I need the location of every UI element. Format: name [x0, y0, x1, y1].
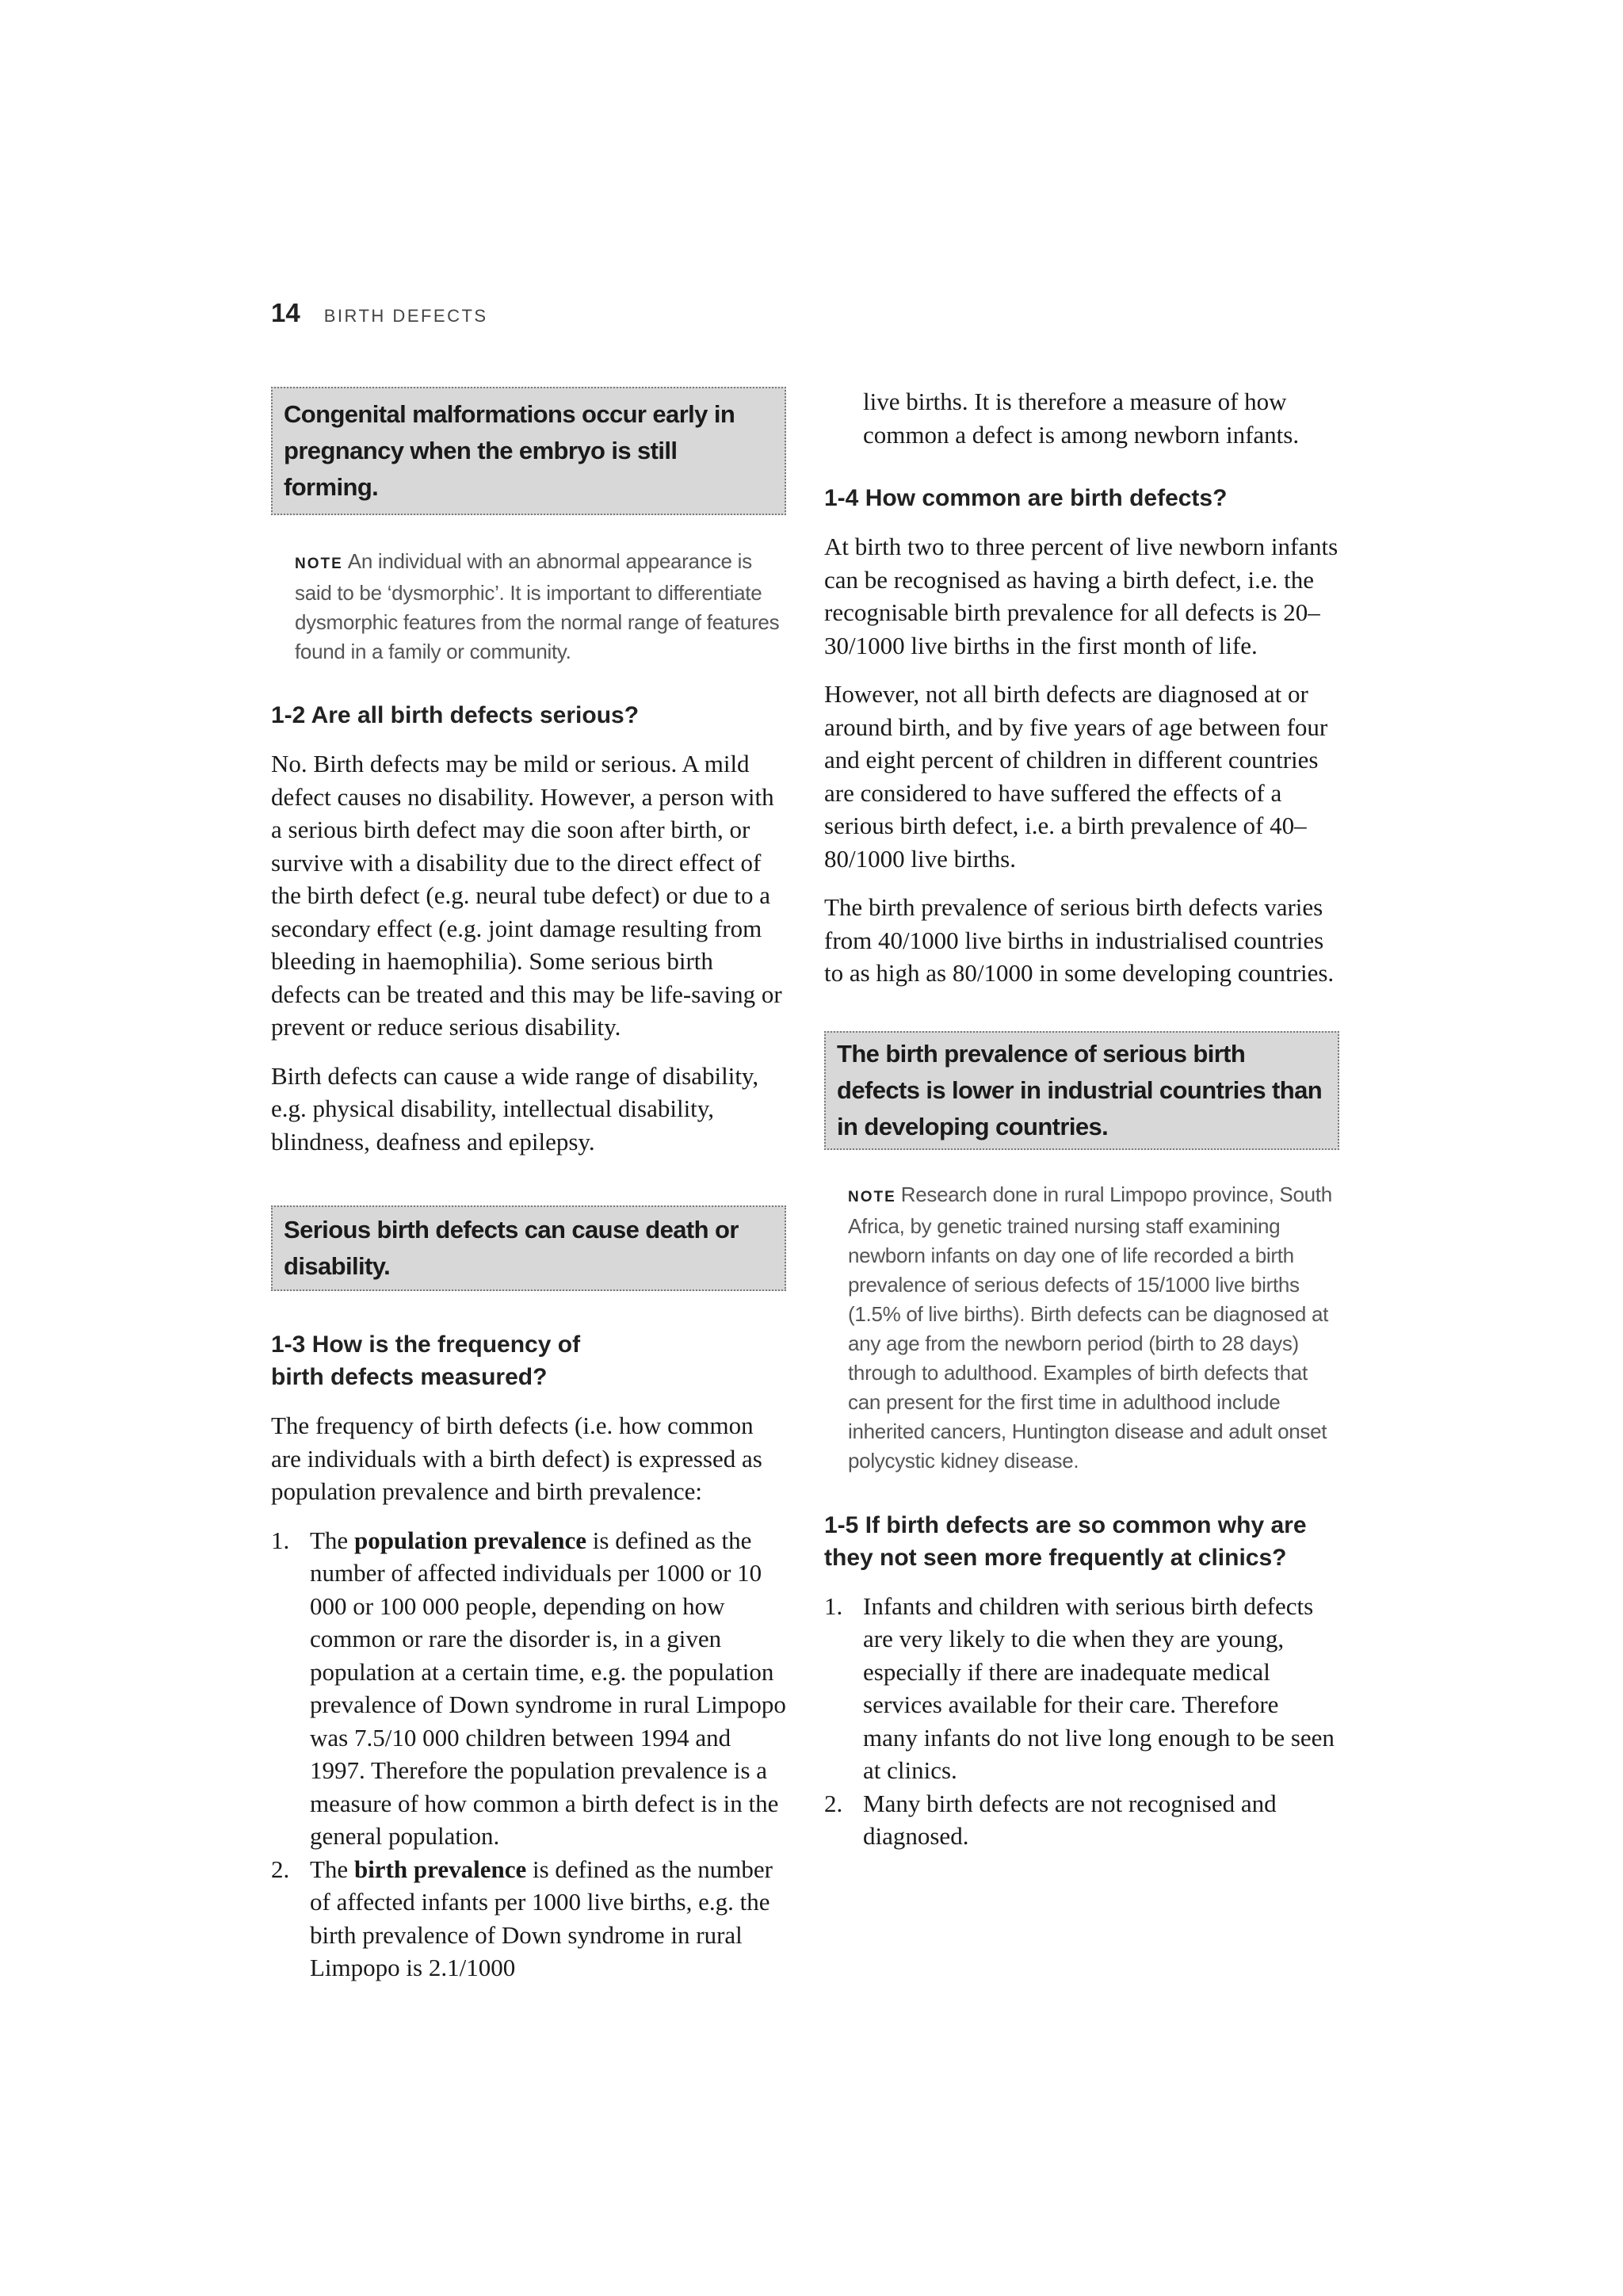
heading-1-3 [271, 1328, 786, 1393]
paragraph-not-diagnosed: However, not all birth defects are diagnosed at or around birth, and by five years of age between four and eight percent of children in different countries are considered to have suffered the effects of a serious birth defect, i.e. a birth prevalence of 40–80/1000 live births. [824, 680, 1328, 873]
paragraph-range-of-disability: Birth defects can cause a wide range of disability, e.g. physical disability, intellectual disability, blindness, deafness and epilepsy. [271, 1061, 759, 1156]
list-item-birth-prevalence [271, 1853, 786, 1985]
callout-congenital-malformations: Congenital malformations occur early in pregnancy when the embryo is still forming. [271, 387, 786, 515]
callout-industrial-vs-developing: The birth prevalence of serious birth defects is lower in industrial countries than in developing countries. [824, 1031, 1339, 1150]
list-number: 1. [824, 1591, 843, 1620]
paragraph-serious-prevalence: The birth prevalence of serious birth defects varies from 40/1000 live births in industrialised countries to as high as 80/1000 in some developing countries. [824, 893, 1335, 987]
note-text: Research done in rural Limpopo province, South Africa, by genetic trained nursing staff examining newborn infants on day one of life recorded a birth prevalence of serious defects of 15/1000 live births (1.5% of live births). Birth defects can be diagnosed at any age from the newborn period (birth to 28 days) through to adulthood. Examples of birth defects that can present for the first time in adulthood include inherited cancers, Huntington disease and adult onset polycystic kidney disease. [848, 1182, 1332, 1473]
paragraph-frequency: The frequency of birth defects (i.e. how common are individuals with a birth defect) is expressed as population prevalence and birth prevalence: [271, 1412, 762, 1505]
heading-1-4: 1-4 How common are birth defects? [824, 485, 1228, 511]
list-item-die-young [824, 1590, 1339, 1787]
list-item-text: The [310, 1526, 349, 1554]
heading-1-2: 1-2 Are all birth defects serious? [271, 702, 640, 728]
heading-1-3-line1: 1-3 How is the frequency of [271, 1331, 581, 1358]
callout-death-or-disability: Serious birth defects can cause death or disability. [271, 1205, 786, 1291]
term-population-prevalence: population prevalence [353, 1526, 587, 1554]
prevalence-list [271, 1524, 786, 1985]
paragraph-birth-prevalence-continued: live births. It is therefore a measure of how common a defect is among newborn infants. [863, 388, 1300, 449]
left-column [271, 387, 786, 1985]
list-item-text: Infants and children with serious birth defects are very likely to die when they are young, especially if there are inadequate medical services available for their care. Therefore many infants do not live long enough to be seen at clinics. [863, 1591, 1335, 1784]
paragraph-serious-or-mild: No. Birth defects may be mild or serious. A mild defect causes no disability. However, a person with a serious birth defect may die soon after birth, or survive with a disability due to the direct effect of the birth defect (e.g. neural tube defect) or due to a secondary effect (e.g. joint damage resulting from bleeding in haemophilia). Some serious birth defects can be treated and this may be life-saving or prevent or reduce serious disability. [271, 750, 782, 1041]
list-item-text: Many birth defects are not recognised and diagnosed. [863, 1789, 1277, 1850]
heading-1-5-line2: they not seen more frequently at clinics? [824, 1544, 1287, 1571]
note-limpopo-research [848, 1180, 1339, 1476]
running-header [271, 298, 488, 333]
running-title: BIRTH DEFECTS [323, 306, 488, 326]
heading-1-3-line2: birth defects measured? [271, 1364, 548, 1390]
paragraph-at-birth: At birth two to three percent of live newborn infants can be recognised as having a birth defect, i.e. the recognisable birth prevalence for all defects is 20–30/1000 live births in the first month of life. [824, 533, 1338, 659]
list-item-text: The [310, 1855, 349, 1883]
right-column [824, 385, 1339, 1853]
list-item-text: is defined as the number of affected individuals per 1000 or 10 000 or 100 000 people, depending on how common or rare the disorder is, in a given population at a certain time, e.g. the population prevalence of Down syndrome in rural Limpopo was 7.5/10 000 children between 1994 and 1997. Therefore the population prevalence is a measure of how common a birth defect is in the general population. [310, 1526, 786, 1850]
note-label: NOTE [848, 1188, 896, 1205]
list-item-text: is defined as the number of affected infants per 1000 live births, e.g. the birth prevalence of Down syndrome in rural Limpopo is 2.1/1000 [310, 1855, 773, 1981]
heading-1-5 [824, 1509, 1339, 1574]
reasons-list [824, 1590, 1339, 1853]
list-item-population-prevalence [271, 1524, 786, 1853]
list-item-not-recognised [824, 1787, 1339, 1853]
heading-1-5-line1: 1-5 If birth defects are so common why are [824, 1511, 1307, 1538]
note-text: An individual with an abnormal appearance is said to be ‘dysmorphic’. It is important to differentiate dysmorphic features from the normal range of features found in a family or community. [295, 549, 780, 663]
list-number: 2. [271, 1855, 290, 1883]
list-number: 2. [824, 1789, 843, 1817]
page-number: 14 [271, 298, 300, 327]
note-dysmorphic [295, 547, 786, 667]
note-label: NOTE [295, 556, 343, 572]
list-number: 1. [271, 1526, 290, 1554]
term-birth-prevalence: birth prevalence [353, 1855, 527, 1883]
